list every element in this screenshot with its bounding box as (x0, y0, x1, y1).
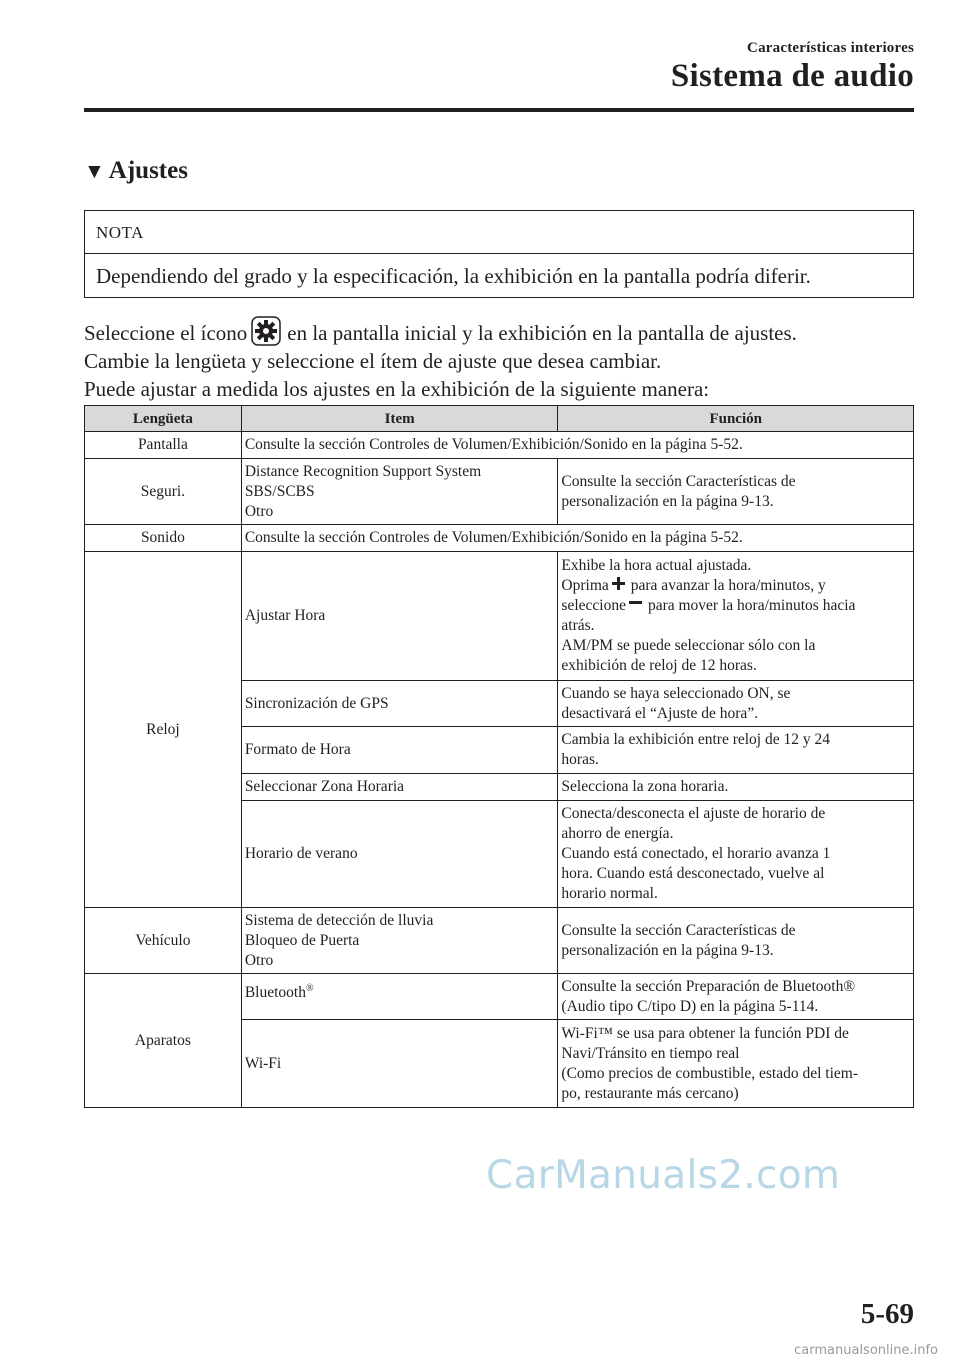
registered-mark: ® (305, 983, 314, 994)
note-label: NOTA (85, 211, 913, 254)
function-line: Cambia la exhibición entre reloj de 12 y 24 (561, 731, 830, 748)
vehiculo-items (241, 908, 558, 974)
function-line: Cuando se haya seleccionado ON, se (561, 684, 791, 702)
tab-cell-reloj: Reloj (85, 552, 242, 908)
header-tab: Lengüeta (85, 406, 242, 432)
seguri-item: Distance Recognition Support System (244, 462, 482, 480)
gear-settings-icon (251, 316, 281, 346)
vehiculo-function (558, 908, 914, 974)
seguri-function-line: Consulte la sección Características de (561, 472, 796, 490)
function-line (561, 576, 910, 596)
row-vehiculo (85, 908, 914, 974)
table-header-row (85, 406, 914, 432)
function-line-start: seleccione (561, 597, 626, 614)
function-line: Consulte la sección Preparación de Bluetooth® (561, 977, 856, 995)
intro-line-1-end: en la pantalla inicial y la exhibición en la pantalla de ajustes. (287, 321, 797, 345)
intro-line-2: Cambie la lengüeta y seleccione el ítem de ajuste que desea cambiar. (84, 349, 662, 373)
reloj-item-gps: Sincronización de GPS (241, 681, 558, 727)
function-line: hora. Cuando está desconectado, vuelve al (561, 865, 825, 882)
header-item: Item (241, 406, 558, 432)
reloj-item-ajustar-hora: Ajustar Hora (241, 552, 558, 681)
aparatos-item-bluetooth (241, 974, 558, 1020)
running-header-title: Sistema de audio (670, 58, 914, 94)
pantalla-description: Consulte la sección Controles de Volumen/Exhibición/Sonido en la página 5-52. (241, 432, 913, 459)
reloj-function-gps (558, 681, 914, 727)
function-line: horas. (561, 751, 599, 768)
intro-line-1 (84, 316, 924, 347)
vehiculo-item: Bloqueo de Puerta (244, 931, 360, 949)
header-rule (84, 108, 914, 112)
tab-cell-sonido: Sonido (85, 525, 242, 552)
plus-icon (612, 577, 625, 590)
tab-cell-pantalla: Pantalla (85, 432, 242, 459)
row-pantalla (85, 432, 914, 459)
running-header-section: Características interiores (747, 40, 914, 56)
reloj-function-formato (558, 727, 914, 774)
row-sonido (85, 525, 914, 552)
reloj-item-verano: Horario de verano (241, 801, 558, 908)
triangle-marker-icon: ▼ (84, 158, 105, 183)
row-aparatos-bluetooth (85, 974, 914, 1020)
note-box (84, 210, 914, 298)
seguri-function (558, 459, 914, 525)
seguri-item: SBS/SCBS (244, 482, 315, 500)
function-line: personalización en la página 9-13. (561, 941, 774, 959)
vehiculo-item: Sistema de detección de lluvia (244, 911, 434, 929)
page-number: 5-69 (860, 1298, 914, 1330)
reloj-function-verano (558, 801, 914, 908)
function-line: atrás. (561, 617, 595, 634)
row-seguri (85, 459, 914, 525)
function-line: (Como precios de combustible, estado del tiem- (561, 1064, 858, 1082)
function-line: (Audio tipo C/tipo D) en la página 5-114. (561, 997, 819, 1015)
intro-line-3: Puede ajustar a medida los ajustes en la exhibición de la siguiente manera: (84, 377, 710, 401)
settings-table (84, 405, 914, 1108)
note-text: Dependiendo del grado y la especificación, la exhibición en la pantalla podría diferir. (96, 264, 811, 288)
function-line: Conecta/desconecta el ajuste de horario de (561, 805, 826, 822)
function-line: po, restaurante más cercano) (561, 1084, 739, 1102)
function-line: Exhibe la hora actual ajustada. (561, 557, 752, 574)
function-line: horario normal. (561, 885, 658, 902)
function-line-start: Oprima (561, 577, 609, 594)
function-line: Consulte la sección Características de (561, 921, 796, 939)
function-line: AM/PM se puede seleccionar sólo con la (561, 637, 816, 654)
aparatos-function-bluetooth (558, 974, 914, 1020)
aparatos-item-wifi: Wi-Fi (241, 1020, 558, 1108)
seguri-function-line: personalización en la página 9-13. (561, 492, 774, 510)
minus-icon (629, 597, 642, 610)
reloj-function-zona: Selecciona la zona horaria. (558, 774, 914, 801)
function-line: desactivará el “Ajuste de hora”. (561, 704, 759, 722)
function-line: Navi/Tránsito en tiempo real (561, 1044, 740, 1062)
section-heading-title: Ajustes (108, 157, 188, 184)
reloj-item-zona: Seleccionar Zona Horaria (241, 774, 558, 801)
reloj-item-formato: Formato de Hora (241, 727, 558, 774)
aparatos-function-wifi (558, 1020, 914, 1108)
function-line (561, 596, 910, 616)
bluetooth-label: Bluetooth (244, 984, 306, 1002)
intro-line-1-start: Seleccione el ícono (84, 321, 248, 345)
watermark: CarManuals2.com (486, 1153, 841, 1198)
function-line: Wi-Fi™ se usa para obtener la función PDI de (561, 1024, 849, 1042)
function-line-end: para mover la hora/minutos hacia (647, 597, 856, 614)
function-line: exhibición de reloj de 12 horas. (561, 657, 757, 674)
tab-cell-aparatos: Aparatos (85, 974, 242, 1108)
tab-cell-seguri: Seguri. (85, 459, 242, 525)
intro-paragraph (84, 316, 924, 403)
footer-site: carmanualsonline.info (794, 1343, 938, 1358)
function-line: ahorro de energía. (561, 825, 674, 842)
sonido-description: Consulte la sección Controles de Volumen/Exhibición/Sonido en la página 5-52. (241, 525, 913, 552)
section-heading (84, 157, 188, 185)
seguri-item: Otro (244, 502, 274, 520)
row-reloj-ajustar-hora (85, 552, 914, 681)
seguri-items (241, 459, 558, 525)
function-line: Cuando está conectado, el horario avanza 1 (561, 845, 831, 862)
function-line-end: para avanzar la hora/minutos, y (630, 577, 826, 594)
reloj-function-ajustar-hora (558, 552, 914, 681)
vehiculo-item: Otro (244, 951, 274, 969)
header-function: Función (558, 406, 914, 432)
tab-cell-vehiculo: Vehículo (85, 908, 242, 974)
